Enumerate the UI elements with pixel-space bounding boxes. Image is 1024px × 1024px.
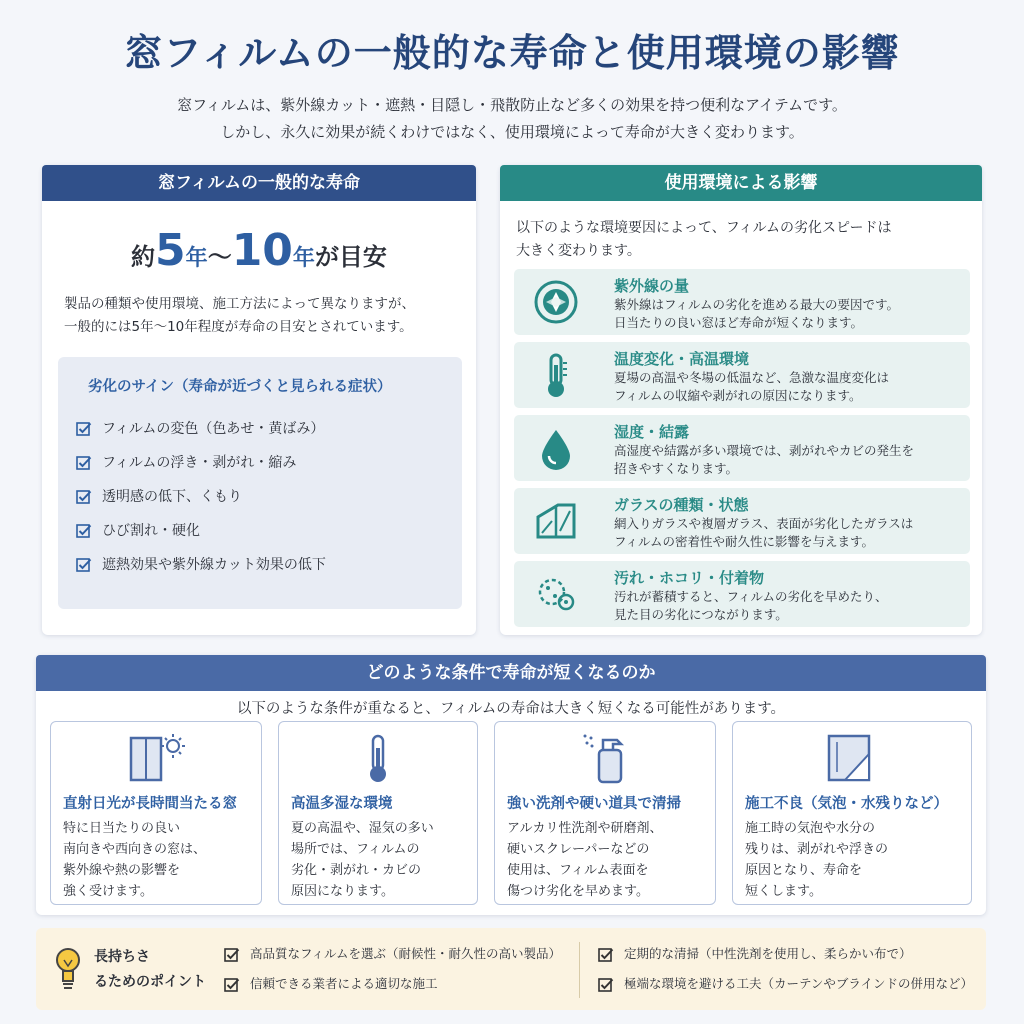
factor-desc-line: 日当たりの良い窓ほど寿命が短くなります。 bbox=[614, 315, 864, 330]
sign-label: フィルムの変色（色あせ・黄ばみ） bbox=[102, 421, 325, 437]
checkbox-icon bbox=[76, 489, 92, 505]
condition-desc-line: 原因となり、寿命を bbox=[745, 863, 863, 878]
environment-intro-line-2: 大きく変わります。 bbox=[516, 243, 641, 259]
factor-glass bbox=[514, 488, 970, 554]
condition-desc-line: 特に日当たりの良い bbox=[63, 821, 181, 836]
lifespan-num1: 5 bbox=[155, 225, 186, 276]
tips-divider bbox=[579, 942, 580, 998]
sunny-window-icon bbox=[51, 732, 261, 786]
sign-item bbox=[76, 519, 200, 543]
checkbox-icon bbox=[76, 557, 92, 573]
factor-title: ガラスの種類・状態 bbox=[614, 496, 749, 514]
lifespan-desc-line-1: 製品の種類や使用環境、施工方法によって異なりますが、 bbox=[64, 296, 415, 312]
condition-desc-line: アルカリ性洗剤や研磨剤、 bbox=[507, 821, 663, 836]
sign-label: 透明感の低下、くもり bbox=[102, 489, 242, 505]
tips-label-line-2: るためのポイント bbox=[94, 974, 206, 990]
tip-item bbox=[598, 974, 973, 994]
tip-label: 極端な環境を避ける工夫（カーテンやブラインドの併用など） bbox=[624, 976, 974, 991]
condition-item-cleaning bbox=[494, 721, 716, 905]
tip-label: 信頼できる業者による適切な施工 bbox=[250, 976, 438, 991]
condition-desc-line: 場所では、フィルムの bbox=[291, 842, 420, 857]
checkbox-icon bbox=[598, 977, 614, 993]
tip-item bbox=[598, 944, 912, 964]
condition-desc-line: 南向きや西向きの窓は、 bbox=[63, 842, 207, 857]
environment-intro bbox=[516, 217, 966, 263]
tips-bar bbox=[36, 928, 986, 1010]
environment-intro-line-1: 以下のような環境要因によって、フィルムの劣化スピードは bbox=[516, 220, 892, 236]
lifespan-unit2: 年 bbox=[292, 246, 315, 271]
condition-item-sunlight bbox=[50, 721, 262, 905]
condition-item-installation bbox=[732, 721, 972, 905]
checkbox-icon bbox=[598, 947, 614, 963]
lifespan-num2: 10 bbox=[231, 225, 293, 276]
lifespan-desc-line-2: 一般的には5年〜10年程度が寿命の目安とされています。 bbox=[64, 319, 413, 335]
sign-label: 遮熱効果や紫外線カット効果の低下 bbox=[102, 557, 326, 573]
factor-desc bbox=[614, 588, 888, 624]
condition-desc-line: 施工時の気泡や水分の bbox=[745, 821, 876, 836]
condition-desc-line: 劣化・剥がれ・カビの bbox=[291, 863, 422, 878]
sign-label: ひび割れ・硬化 bbox=[102, 523, 200, 539]
condition-title: 高温多湿な環境 bbox=[291, 796, 393, 812]
condition-desc bbox=[745, 818, 888, 902]
sign-label: フィルムの浮き・剥がれ・縮み bbox=[102, 455, 297, 471]
intro-text bbox=[0, 92, 1024, 146]
degradation-signs-box bbox=[58, 357, 462, 609]
environment-card bbox=[500, 165, 982, 635]
condition-title: 直射日光が長時間当たる窓 bbox=[63, 796, 237, 812]
condition-desc bbox=[291, 818, 434, 902]
tips-label bbox=[94, 945, 206, 995]
peeling-film-icon bbox=[733, 732, 971, 786]
condition-desc-line: 硬いスクレーパーなどの bbox=[507, 842, 650, 857]
condition-desc-line: 残りは、剥がれや浮きの bbox=[745, 842, 889, 857]
conditions-header: どのような条件で寿命が短くなるのか bbox=[36, 655, 986, 691]
condition-title: 施工不良（気泡・水残りなど） bbox=[745, 796, 948, 812]
lifespan-suffix: が目安 bbox=[314, 243, 387, 271]
factor-title: 湿度・結露 bbox=[614, 423, 690, 441]
water-drop-icon bbox=[532, 424, 580, 472]
lifespan-unit1: 年 bbox=[185, 246, 208, 271]
factor-title: 汚れ・ホコリ・付着物 bbox=[614, 569, 765, 587]
sign-item bbox=[76, 417, 324, 441]
condition-desc-line: 夏の高温や、湿気の多い bbox=[291, 821, 434, 836]
thermometer-icon bbox=[532, 351, 580, 399]
page-title: 窓フィルムの一般的な寿命と使用環境の影響 bbox=[124, 31, 900, 75]
factor-title: 温度変化・高温環境 bbox=[614, 350, 750, 368]
lifespan-card bbox=[42, 165, 476, 635]
factor-desc-line: 夏場の高温や冬場の低温など、急激な温度変化は bbox=[614, 370, 890, 385]
tip-item bbox=[224, 974, 438, 994]
factor-desc-line: 見た目の劣化につながります。 bbox=[614, 607, 788, 622]
condition-desc-line: 傷つけ劣化を早めます。 bbox=[507, 884, 649, 899]
uv-icon bbox=[532, 278, 580, 326]
light-bulb-icon bbox=[52, 944, 84, 994]
intro-line-2: しかし、永久に効果が続くわけではなく、使用環境によって寿命が大きく変わります。 bbox=[220, 123, 804, 141]
tip-label: 定期的な清掃（中性洗剤を使用し、柔らかい布で） bbox=[624, 946, 912, 961]
checkbox-icon bbox=[76, 523, 92, 539]
checkbox-icon bbox=[224, 977, 240, 993]
sign-item bbox=[76, 485, 242, 509]
factor-desc-line: フィルムの密着性や耐久性に影響を与えます。 bbox=[614, 534, 875, 549]
factor-desc bbox=[614, 369, 889, 405]
lifespan-header: 窓フィルムの一般的な寿命 bbox=[42, 165, 476, 201]
tips-label-line-1: 長持ちさ bbox=[94, 949, 150, 965]
environment-header: 使用環境による影響 bbox=[500, 165, 982, 201]
dust-icon bbox=[532, 570, 580, 618]
condition-desc-line: 原因になります。 bbox=[291, 884, 394, 899]
factor-desc-line: フィルムの収縮や剥がれの原因になります。 bbox=[614, 388, 862, 403]
sign-item bbox=[76, 553, 326, 577]
factor-desc-line: 網入りガラスや複層ガラス、表面が劣化したガラスは bbox=[614, 516, 914, 531]
checkbox-icon bbox=[76, 455, 92, 471]
condition-title: 強い洗剤や硬い道具で清掃 bbox=[507, 796, 681, 812]
factor-dirt bbox=[514, 561, 970, 627]
checkbox-icon bbox=[76, 421, 92, 437]
lifespan-prefix: 約 bbox=[131, 243, 156, 271]
lifespan-headline bbox=[42, 223, 476, 279]
glass-window-icon bbox=[532, 497, 580, 545]
condition-desc-line: 使用は、フィルム表面を bbox=[507, 863, 649, 878]
checkbox-icon bbox=[224, 947, 240, 963]
factor-temperature bbox=[514, 342, 970, 408]
spray-bottle-icon bbox=[495, 732, 715, 786]
conditions-subtitle: 以下のような条件が重なると、フィルムの寿命は大きく短くなる可能性があります。 bbox=[236, 701, 786, 717]
condition-desc-line: 強く受けます。 bbox=[63, 884, 153, 899]
condition-desc-line: 短くします。 bbox=[745, 884, 822, 899]
factor-desc-line: 汚れが蓄積すると、フィルムの劣化を早めたり、 bbox=[614, 589, 888, 604]
factor-humidity bbox=[514, 415, 970, 481]
factor-desc-line: 高湿度や結露が多い環境では、剥がれやカビの発生を bbox=[614, 443, 915, 458]
condition-desc bbox=[507, 818, 662, 902]
lifespan-description bbox=[64, 293, 456, 339]
tip-label: 高品質なフィルムを選ぶ（耐候性・耐久性の高い製品） bbox=[250, 946, 562, 961]
factor-desc bbox=[614, 442, 914, 478]
thermometer-icon bbox=[279, 732, 477, 786]
intro-line-1: 窓フィルムは、紫外線カット・遮熱・目隠し・飛散防止など多くの効果を持つ便利なアイテムです。 bbox=[177, 96, 847, 114]
factor-desc-line: 招きやすくなります。 bbox=[614, 461, 739, 476]
factor-uv bbox=[514, 269, 970, 335]
condition-desc-line: 紫外線や熱の影響を bbox=[63, 863, 181, 878]
condition-item-humid bbox=[278, 721, 478, 905]
lifespan-tilde: 〜 bbox=[207, 243, 232, 271]
sign-item bbox=[76, 451, 296, 475]
factor-desc bbox=[614, 296, 899, 332]
factor-title: 紫外線の量 bbox=[614, 277, 690, 295]
factor-desc bbox=[614, 515, 913, 551]
tip-item bbox=[224, 944, 561, 964]
conditions-card bbox=[36, 655, 986, 915]
factor-desc-line: 紫外線はフィルムの劣化を進める最大の要因です。 bbox=[614, 297, 900, 312]
condition-desc bbox=[63, 818, 206, 902]
signs-title: 劣化のサイン（寿命が近づくと見られる症状） bbox=[88, 379, 392, 395]
